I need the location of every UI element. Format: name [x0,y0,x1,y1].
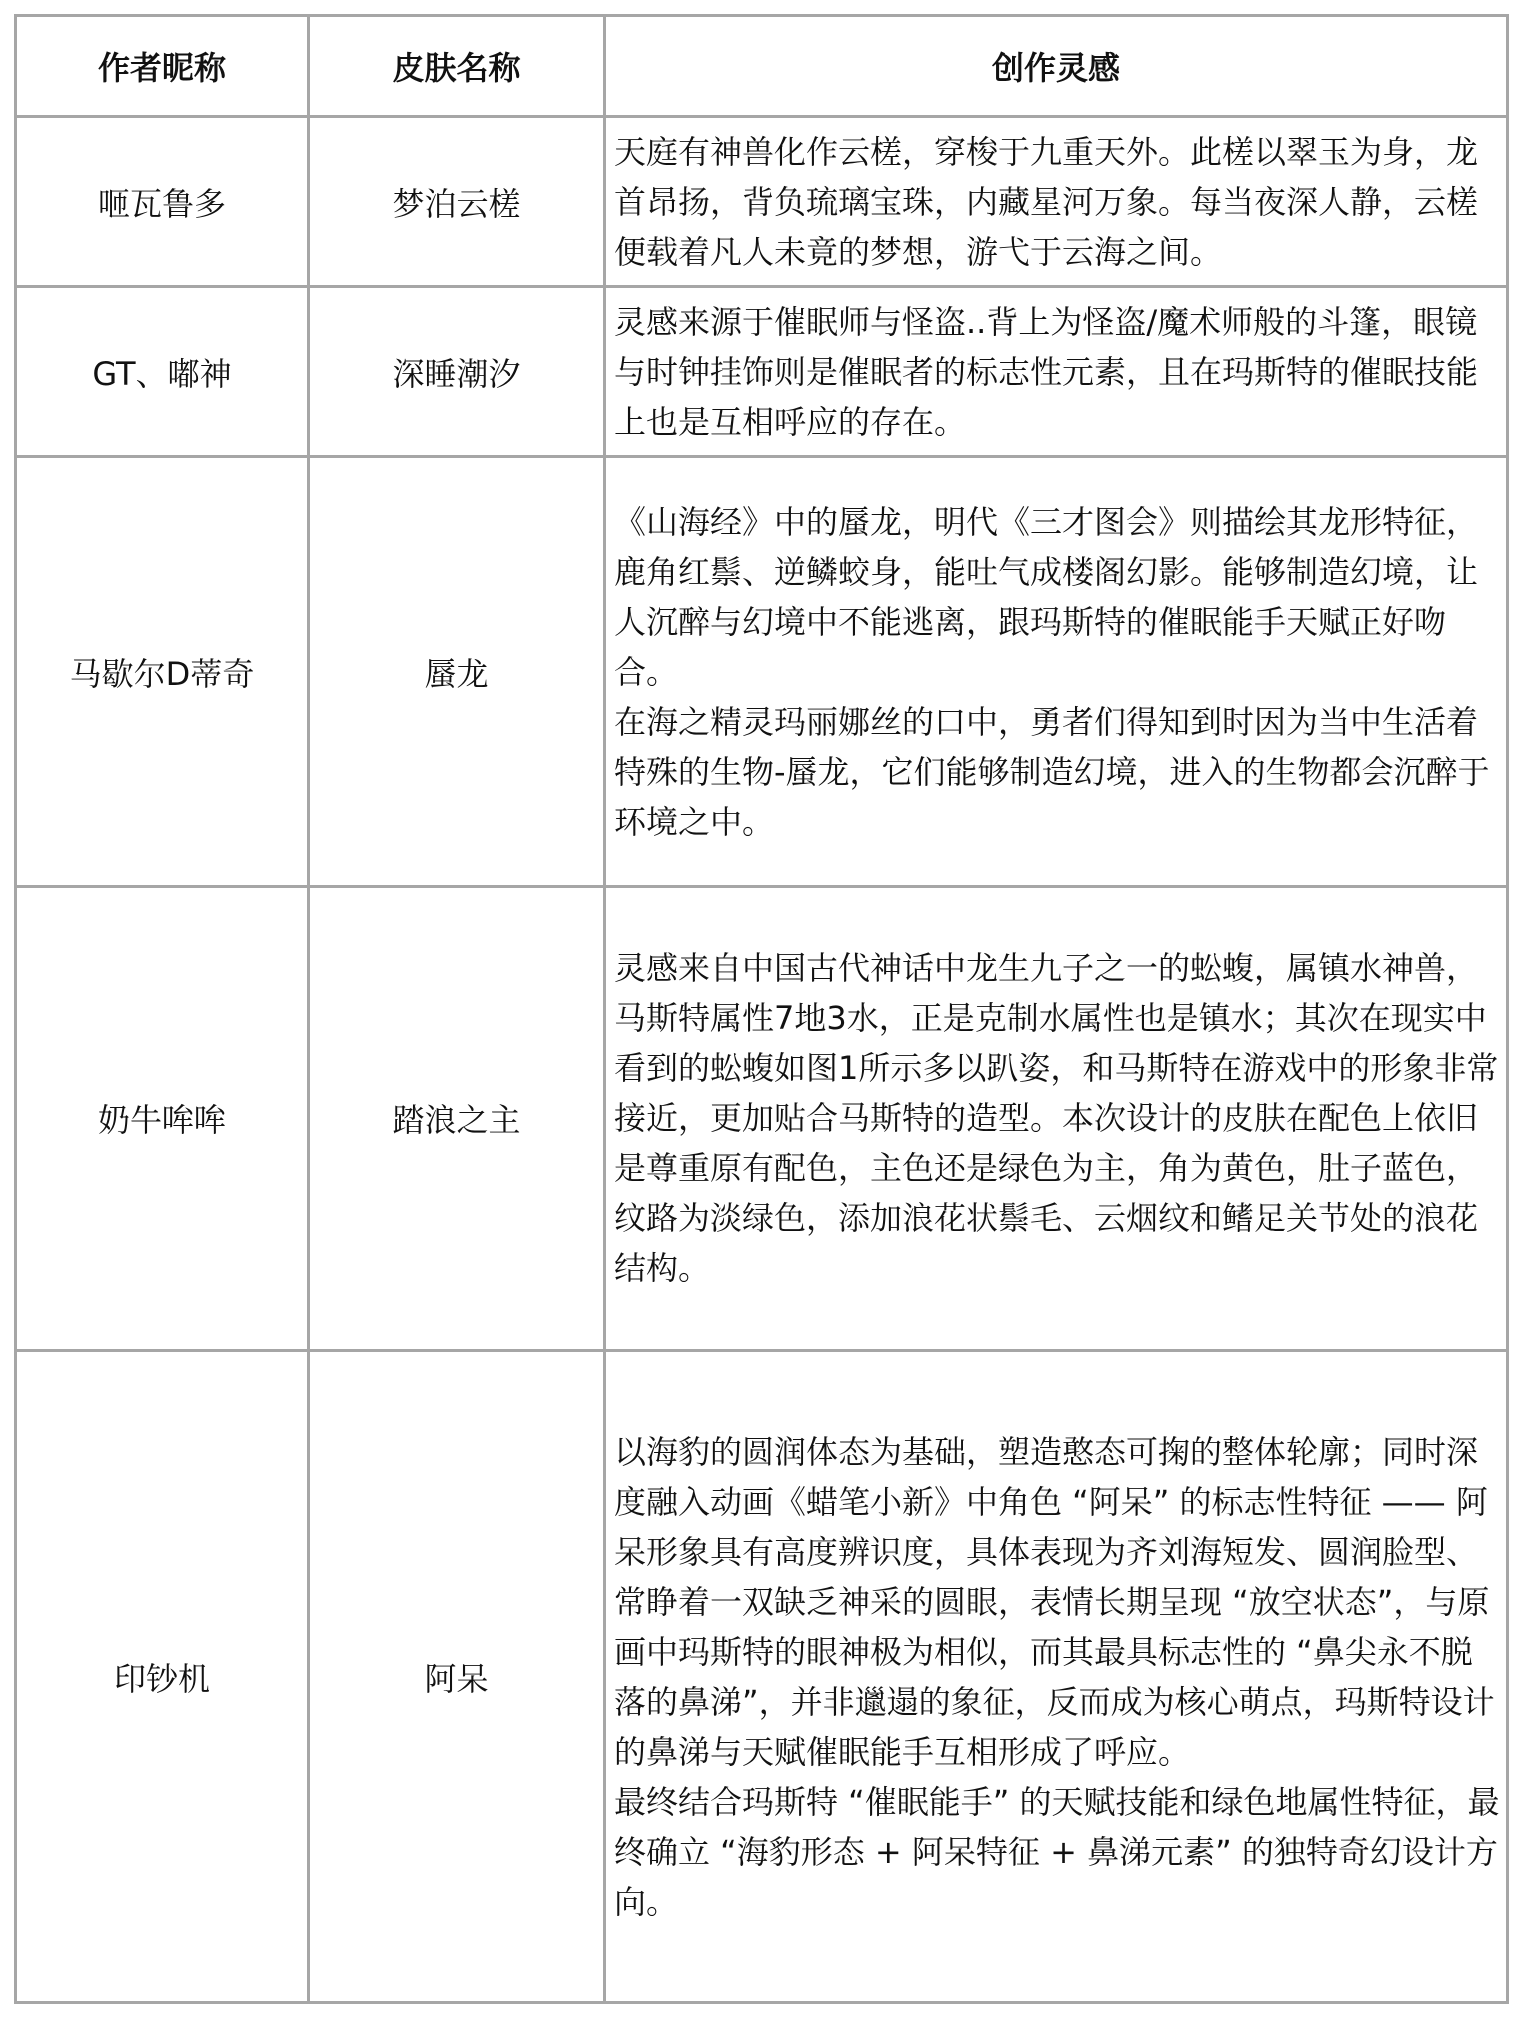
table-row [16,886,1508,1351]
inspiration-cell [605,287,1508,457]
skin-name-cell: 梦泊云槎 [309,117,605,287]
skin-inspiration-table [14,14,1509,2004]
author-cell: 马歇尔D蒂奇 [16,457,309,886]
inspiration-paragraph: 灵感来自中国古代神话中龙生九子之一的蚣蝮，属镇水神兽，马斯特属性7地3水，正是克制水属性也是镇水；其次在现实中看到的蚣蝮如图1所示多以趴姿，和马斯特在游戏中的形象非常接近，更加贴合马斯特的造型。本次设计的皮肤在配色上依旧是尊重原有配色，主色还是绿色为主，角为黄色，肚子蓝色，纹路为淡绿色，添加浪花状鬃毛、云烟纹和鳍足关节处的浪花结构。 [614,949,1499,1288]
inspiration-cell [605,1351,1508,2003]
inspiration-table-container [14,14,1506,2004]
header-skin-name: 皮肤名称 [309,16,605,117]
table-row [16,117,1508,287]
inspiration-cell [605,457,1508,886]
inspiration-paragraph: 天庭有神兽化作云槎，穿梭于九重天外。此槎以翠玉为身，龙首昂扬，背负琉璃宝珠，内藏星河万象。每当夜深人静，云槎便载着凡人未竟的梦想，游弋于云海之间。 [614,132,1479,271]
author-cell: 印钞机 [16,1351,309,2003]
skin-name-cell: 踏浪之主 [309,886,605,1351]
header-author: 作者昵称 [16,16,309,117]
inspiration-paragraph: 灵感来源于催眠师与怪盗..背上为怪盗/魔术师般的斗篷，眼镜与时钟挂饰则是催眠者的标志性元素，且在玛斯特的催眠技能上也是互相呼应的存在。 [614,302,1479,441]
table-row [16,457,1508,886]
inspiration-paragraph: 以海豹的圆润体态为基础，塑造憨态可掬的整体轮廓；同时深度融入动画《蜡笔小新》中角色 “阿呆” 的标志性特征 —— 阿呆形象具有高度辨识度，具体表现为齐刘海短发、圆润脸型、常睁着一双缺乏神采的圆眼，表情长期呈现 “放空状态”，与原画中玛斯特的眼神极为相似，而其最具标志性的 “鼻尖永不脱落的鼻涕”，并非邋遢的象征，反而成为核心萌点，玛斯特设计的鼻涕与天赋催眠能手互相形成了呼应。 [614,1432,1495,1771]
inspiration-paragraph: 最终结合玛斯特 “催眠能手” 的天赋技能和绿色地属性特征，最终确立 “海豹形态 + 阿呆特征 + 鼻涕元素” 的独特奇幻设计方向。 [614,1782,1500,1921]
inspiration-cell [605,886,1508,1351]
inspiration-paragraph: 在海之精灵玛丽娜丝的口中，勇者们得知到时因为当中生活着特殊的生物-蜃龙，它们能够制造幻境，进入的生物都会沉醉于环境之中。 [614,702,1490,841]
inspiration-paragraph: 《山海经》中的蜃龙，明代《三才图会》则描绘其龙形特征，鹿角红鬃、逆鳞蛟身，能吐气成楼阁幻影。能够制造幻境，让人沉醉与幻境中不能逃离，跟玛斯特的催眠能手天赋正好吻合。 [614,502,1479,691]
header-inspiration: 创作灵感 [605,16,1508,117]
author-cell: 奶牛哞哞 [16,886,309,1351]
skin-name-cell: 蜃龙 [309,457,605,886]
header-row [16,16,1508,117]
author-cell: GT、嘟神 [16,287,309,457]
table-row [16,1351,1508,2003]
inspiration-cell [605,117,1508,287]
skin-name-cell: 阿呆 [309,1351,605,2003]
table-row [16,287,1508,457]
skin-name-cell: 深睡潮汐 [309,287,605,457]
author-cell: 咂瓦鲁多 [16,117,309,287]
